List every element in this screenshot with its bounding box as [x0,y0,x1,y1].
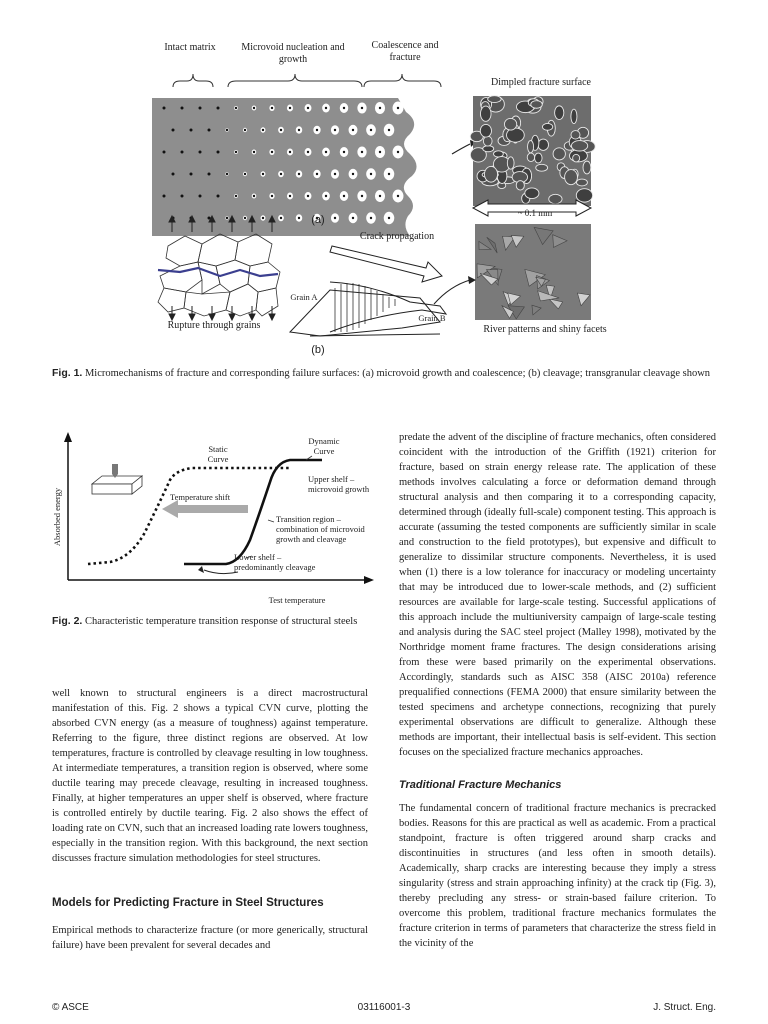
figure-1-caption-label: Fig. 1. [52,367,83,379]
inclusion [244,173,246,175]
inclusion [388,129,390,131]
dimple [525,188,539,199]
dimple [553,148,565,160]
label-lower-shelf: Lower shelf – predominantly cleavage [234,552,316,572]
inclusion [280,173,282,175]
inclusion [226,129,228,131]
dimple [531,101,543,109]
inclusion [343,195,345,197]
inclusion [370,173,372,175]
dimple [527,153,534,161]
inclusion [271,151,273,153]
dimple [480,124,491,137]
label-scale: ~ 0.1 mm [517,208,553,218]
inclusion [244,129,246,131]
inclusion [361,107,363,109]
dimple [528,141,534,153]
inclusion [370,129,372,131]
label-intact-matrix: Intact matrix [164,42,216,53]
right-paragraph-1: predate the advent of the discipline of fracture mechanics, often considered coincident with the introduction of the Griffith (1921) criterion for fracture, based on strain energy release rate. The application of these methods involves calculating a force or deformation demand through structural analysis and then comparing it to a corresponding capacity, determined through (ideally full-scale) component testing. This approach is accurate (assuming the tested components are sufficiently similar in scale and construction to the field prototypes), but expensive and difficult to generalize to dissimilar structure components. Nevertheless, it is used when (1) there is a low tolerance for inaccuracy or modeling uncertainty that may be introduced due to lower-scale methods, and (2) sufficient resources are available for large-scale testing. Successful applications of this approach include the multiuniversity campaign of large-scale testing and analysis during the SAC steel project (Malley 1998), motivated by the Northridge moment frame fractures. The design considerations arising from these were based primarily on the experimental observations. Accordingly, standards such as AISC 358 (AISC 2010a) reference prequalified connections (FEMA 2000) that ensure similarity between the tested specimens and archetype connections, recognizing that purely experimental observations are difficult to generalize. Although these methods are important, their intellectual basis is self-evident. This section focuses on the specialized fracture mechanics approaches. [399,432,716,758]
label-coalescence: Coalescence and fracture [371,40,439,63]
inclusion [325,151,327,153]
dimple [488,96,501,103]
inclusion [325,195,327,197]
inclusion [316,173,318,175]
inclusion [352,129,354,131]
inclusion [280,129,282,131]
inclusion [352,217,354,219]
label-grain-b: Grain B [418,313,446,323]
figure-2-caption-label: Fig. 2. [52,615,83,627]
label-panel-b: (b) [311,344,325,356]
footer-right: J. Struct. Eng. [653,1002,716,1013]
dimple [576,189,592,202]
inclusion [226,217,228,219]
inclusion [307,107,309,109]
microvoid [172,173,175,176]
inclusion [289,195,291,197]
inclusion [307,151,309,153]
label-static-curve: Static Curve [207,444,229,464]
inclusion [235,151,237,153]
figure-2-caption-text: Characteristic temperature transition response of structural steels [82,616,358,627]
footer-left: © ASCE [52,1002,89,1013]
dimple [504,118,516,130]
inclusion [361,151,363,153]
inclusion [343,107,345,109]
dimple [542,123,552,130]
inclusion [271,195,273,197]
figure-1 [140,36,630,366]
dimple [483,146,494,152]
microvoid [199,151,202,154]
inclusion [253,195,255,197]
inclusion [334,129,336,131]
dimple [535,153,542,163]
label-grain-a: Grain A [290,292,318,302]
figure-2 [52,430,382,610]
microvoid [190,173,193,176]
microvoid [163,151,166,154]
inclusion [370,217,372,219]
label-dimpled: Dimpled fracture surface [491,77,591,88]
microvoid [163,107,166,110]
y-axis-label: Absorbed energy [52,487,62,547]
microvoid [181,195,184,198]
label-river: River patterns and shiny facets [483,324,607,335]
dimple [573,154,580,162]
inclusion [253,107,255,109]
dimple [571,109,577,123]
microvoid [208,173,211,176]
label-transition-region: Transition region – combination of microvoid growth and cleavage [276,514,365,544]
dimple [483,136,492,146]
inclusion [307,195,309,197]
dimple [480,106,491,121]
inclusion [334,173,336,175]
dimple [571,131,580,139]
inclusion [280,217,282,219]
inclusion [388,217,390,219]
inclusion [343,151,345,153]
dimple [516,181,524,190]
left-paragraph-2: Empirical methods to characterize fracture (or more generically, structural failure) have been prevalent for several decades and [52,925,368,951]
dimple [583,161,591,174]
right-column [399,430,716,951]
label-panel-a: (a) [311,214,325,226]
inclusion [397,107,399,109]
dimple [571,141,587,151]
inclusion [325,107,327,109]
dimple [538,139,549,150]
label-crack-propagation: Crack propagation [359,231,435,242]
microvoid [217,195,220,198]
inclusion [397,151,399,153]
figure-2-caption [52,614,368,629]
microvoid [163,195,166,198]
microvoid [199,107,202,110]
microvoid [190,129,193,132]
section-heading-models: Models for Predicting Fracture in Steel Structures [52,897,324,909]
label-upper-shelf: Upper shelf – microvoid growth [308,474,370,494]
inclusion [253,151,255,153]
inclusion [379,195,381,197]
microvoid [181,151,184,154]
left-column [52,686,368,953]
inclusion [397,195,399,197]
label-dynamic-curve: Dynamic Curve [308,436,340,456]
left-paragraph-1: well known to structural engineers is a direct macrostructural manifestation of this. Fig. 2 shows a typical CVN curve, plotting the absorbed CVN energy (as a measure of toughness) against temperature. Referring to the figure, three distinct regions are observed. At low temperatures, fracture is controlled by cleavage resulting in low toughness. At intermediate temperatures, a transition region is observed, where some ductile tearing may precede cleavage, resulting in increased toughness. Finally, at higher temperatures an upper shelf is observed, where fracture is controlled entirely by ductile tearing. Fig. 2 also shows the effect of loading rate on CVN, such that an increased loading rate lowers toughness, especially in the transition region. With this background, the next section discusses fracture simulation methodologies for steel structures. [52,688,368,864]
microvoid [199,195,202,198]
dimple [507,157,514,169]
inclusion [235,195,237,197]
inclusion [289,107,291,109]
inclusion [235,107,237,109]
figure-1-caption-text: Micromechanisms of fracture and corresponding failure surfaces: (a) microvoid growth and coalescence; (b) cleavage; transgranular cleavage shown [82,368,711,379]
footer-center: 03116001-3 [357,1002,411,1013]
dimple [536,164,548,171]
inclusion [226,173,228,175]
inclusion [379,107,381,109]
microvoid [217,107,220,110]
microvoid [172,129,175,132]
figure-1-caption [52,366,716,381]
microvoid [181,107,184,110]
dimple [565,170,578,185]
microvoid [217,151,220,154]
dimple [576,179,587,186]
label-rupture: Rupture through grains [167,320,261,331]
microvoid [208,129,211,132]
dimple [555,106,564,120]
subsection-heading-traditional: Traditional Fracture Mechanics [399,779,562,791]
inclusion [244,217,246,219]
inclusion [289,151,291,153]
right-paragraph-2: The fundamental concern of traditional fracture mechanics is precracked bodies. Reasons for this are practical as well as academic. From a practical standpoint, fracture is often triggered around sharp cracks and discontinuities in structures (and less often in smooth details). Academically, sharp cracks are interesting because they imply a stress singularity (stress and strain approaching infinity) at the crack tip (Fig. 3), thereby precluding any stress- or strain-based failure criterion. To overcome this problem, traditional fracture mechanics formulates the fracture criterion in terms of parameters that characterize the stress field in the vicinity of the [399,803,716,949]
inclusion [262,173,264,175]
inclusion [379,151,381,153]
inclusion [388,173,390,175]
dimple [484,166,497,182]
dimple [549,194,562,203]
label-temperature-shift: Temperature shift [170,492,231,502]
x-axis-label: Test temperature [268,595,326,605]
inclusion [298,129,300,131]
dimple [494,151,504,157]
inclusion [271,107,273,109]
inclusion [316,129,318,131]
label-microvoid: Microvoid nucleation and growth [241,42,345,65]
inclusion [262,217,264,219]
inclusion [262,129,264,131]
inclusion [352,173,354,175]
inclusion [361,195,363,197]
inclusion [298,173,300,175]
